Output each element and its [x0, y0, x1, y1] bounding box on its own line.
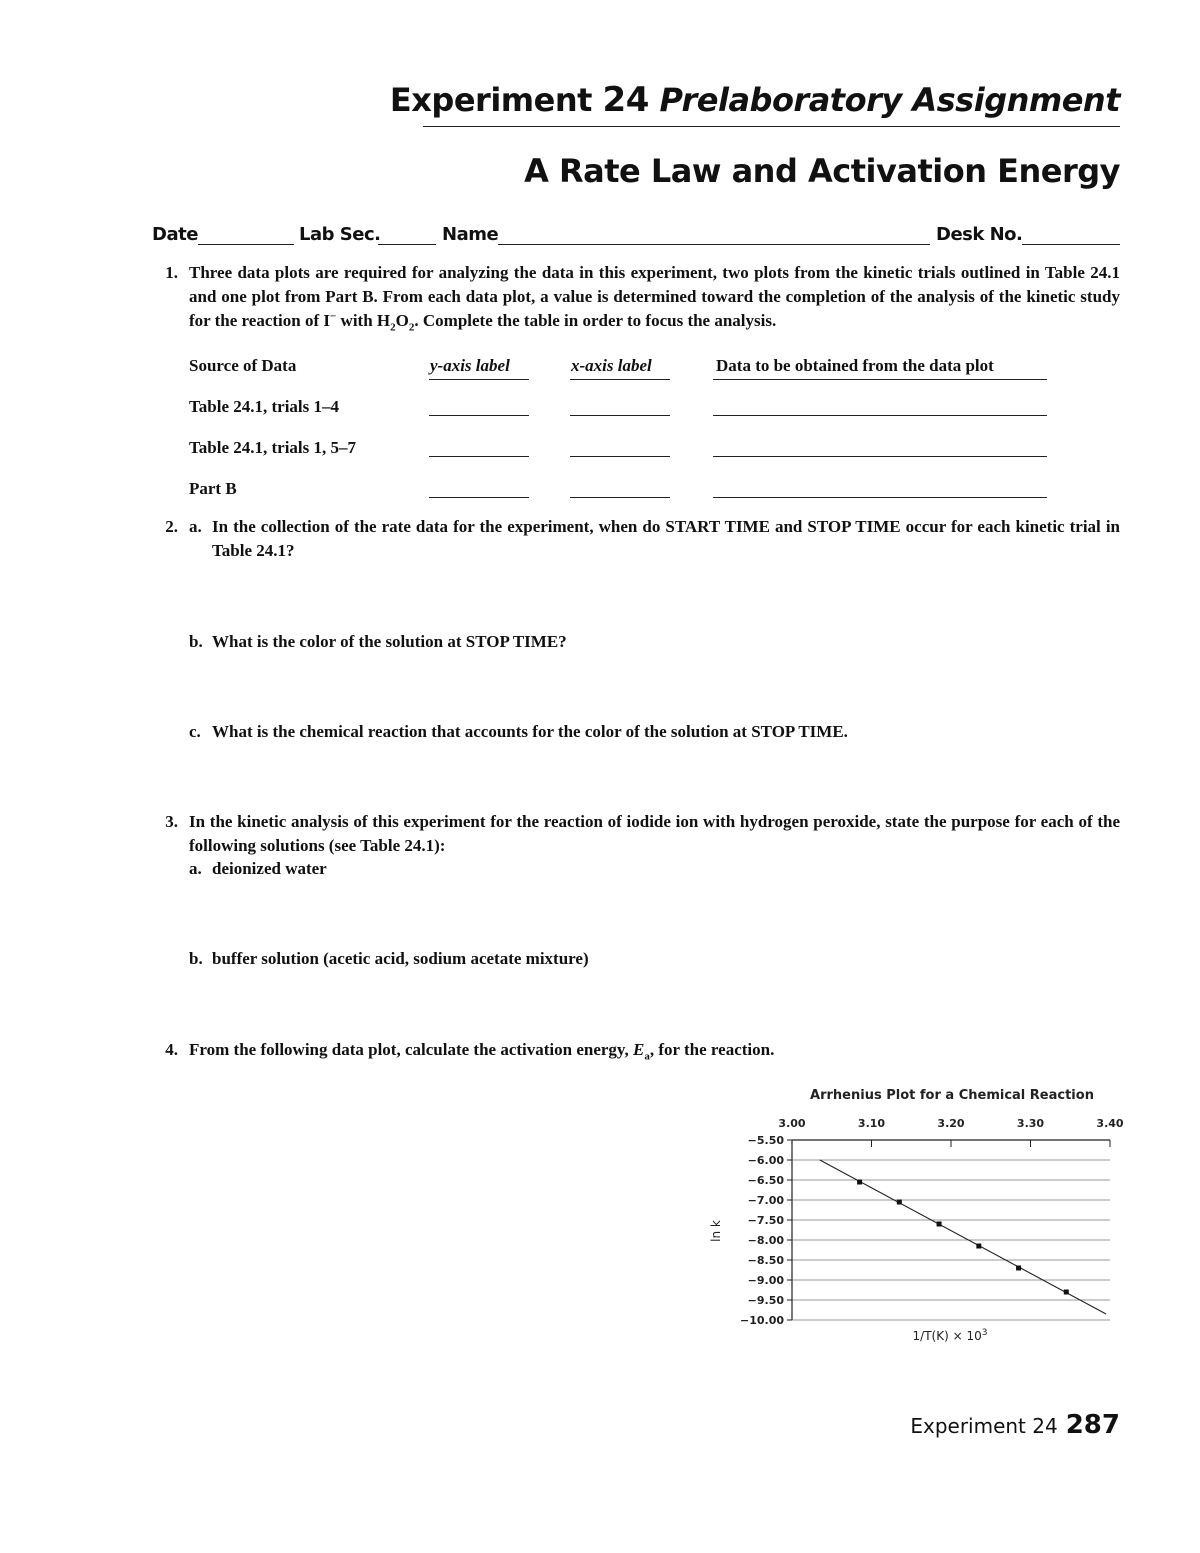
- subquestion-text: What is the chemical reaction that accounts for the color of the solution at STOP TIME.: [212, 722, 848, 741]
- data-answer-field[interactable]: [713, 415, 1047, 416]
- lab-sec-label: Lab Sec.: [299, 224, 381, 245]
- chart-data-point: [976, 1244, 981, 1249]
- chart-y-tick-label: −10.00: [739, 1314, 784, 1327]
- data-answer-field[interactable]: [713, 497, 1047, 498]
- chart-x-tick-label: 3.40: [1096, 1117, 1124, 1130]
- subquestion-label: c.: [189, 722, 201, 741]
- subquestion-text: What is the color of the solution at STOP TIME?: [212, 632, 567, 651]
- table-header: Source of Data: [189, 356, 297, 375]
- chart-title: Arrhenius Plot for a Chemical Reaction: [810, 1088, 1094, 1103]
- subquestion-label: b.: [189, 632, 203, 651]
- footer-label: Experiment 24: [910, 1414, 1058, 1438]
- question-number: 4.: [165, 1040, 178, 1059]
- data-answer-field[interactable]: [713, 456, 1047, 457]
- name-label: Name: [442, 224, 499, 245]
- chart-data-point: [857, 1180, 862, 1185]
- date-label: Date: [152, 224, 198, 245]
- subquestion-label: a.: [189, 517, 202, 536]
- table-header: x-axis label: [571, 356, 652, 375]
- chart-y-tick-label: −7.50: [747, 1214, 784, 1227]
- question-text: Three data plots are required for analyzing the data in this experiment, two plots from the kinetic trials outlined in Table 24.1 and one plot from Part B. From each data plot, a value is determined toward the completion of the analysis of the kinetic study for the reaction of I− with $H_2O_2$. Complete the table in order to focus the analysis.: [189, 263, 1120, 334]
- chart-y-tick-label: −6.00: [747, 1154, 784, 1167]
- desk-no-field[interactable]: [1022, 244, 1120, 245]
- date-field[interactable]: [198, 244, 294, 245]
- experiment-number: 24: [602, 80, 649, 120]
- chart-data-point: [1064, 1290, 1069, 1295]
- table-header: Data to be obtained from the data plot: [716, 356, 994, 375]
- header-underline: [570, 379, 670, 380]
- x-axis-answer-field[interactable]: [570, 497, 670, 498]
- arrhenius-chart: [700, 1080, 1130, 1350]
- chart-y-tick-label: −8.00: [747, 1234, 784, 1247]
- chart-y-tick-label: −5.50: [747, 1134, 784, 1147]
- table-row-label: Table 24.1, trials 1, 5–7: [189, 438, 357, 457]
- question-text: In the kinetic analysis of this experiment for the reaction of iodide ion with hydrogen peroxide, state the purpose for each of the following solutions (see Table 24.1):: [189, 812, 1120, 855]
- chart-data-point: [937, 1222, 942, 1227]
- page-number: 287: [1065, 1410, 1120, 1440]
- x-axis-answer-field[interactable]: [570, 456, 670, 457]
- desk-no-label: Desk No.: [936, 224, 1023, 245]
- y-axis-answer-field[interactable]: [429, 456, 529, 457]
- experiment-header: [390, 80, 1120, 120]
- table-header: y-axis label: [430, 356, 510, 375]
- chart-data-point: [1016, 1266, 1021, 1271]
- chart-y-tick-label: −9.00: [747, 1274, 784, 1287]
- chart-trend-line: [820, 1160, 1106, 1314]
- y-axis-answer-field[interactable]: [429, 497, 529, 498]
- chart-y-tick-label: −9.50: [747, 1294, 784, 1307]
- chart-y-axis-label: ln k: [709, 1220, 723, 1242]
- table-row-label: Table 24.1, trials 1–4: [189, 397, 340, 416]
- chart-y-tick-label: −7.00: [747, 1194, 784, 1207]
- y-axis-answer-field[interactable]: [429, 415, 529, 416]
- question-number: 1.: [165, 263, 178, 282]
- header-underline: [713, 379, 1047, 380]
- page-footer: [910, 1410, 1120, 1440]
- chart-x-axis-label: $1/T(K) \times 10^3$: [912, 1328, 988, 1343]
- name-field[interactable]: [498, 244, 930, 245]
- chart-data-point: [897, 1200, 902, 1205]
- subquestion-text: buffer solution (acetic acid, sodium acetate mixture): [212, 949, 589, 968]
- assignment-label: Prelaboratory Assignment: [659, 81, 1120, 119]
- chart-x-tick-label: 3.10: [857, 1117, 886, 1130]
- header-underline: [429, 379, 529, 380]
- question-number: 2.: [165, 517, 178, 536]
- question-text: From the following data plot, calculate the activation energy, $E_a$, for the reaction.: [189, 1040, 775, 1063]
- chart-y-tick-label: −8.50: [747, 1254, 784, 1267]
- page-title: A Rate Law and Activation Energy: [524, 152, 1120, 190]
- header-rule: [423, 126, 1120, 127]
- question-number: 3.: [165, 812, 178, 831]
- chart-x-tick-label: 3.00: [778, 1117, 806, 1130]
- chart-x-tick-label: 3.30: [1016, 1117, 1045, 1130]
- chart-x-tick-label: 3.20: [937, 1117, 965, 1130]
- experiment-label: Experiment: [389, 81, 592, 119]
- subquestion-text: In the collection of the rate data for the experiment, when do START TIME and STOP TIME occur for each kinetic trial in Table 24.1?: [212, 517, 1120, 560]
- arrhenius-chart-svg: [700, 1080, 1130, 1350]
- info-row: [152, 224, 1120, 252]
- x-axis-answer-field[interactable]: [570, 415, 670, 416]
- subquestion-text: deionized water: [212, 859, 327, 878]
- lab-sec-field[interactable]: [378, 244, 436, 245]
- subquestion-label: a.: [189, 859, 202, 878]
- subquestion-label: b.: [189, 949, 203, 968]
- table-row-label: Part B: [189, 479, 237, 498]
- chart-y-tick-label: −6.50: [747, 1174, 784, 1187]
